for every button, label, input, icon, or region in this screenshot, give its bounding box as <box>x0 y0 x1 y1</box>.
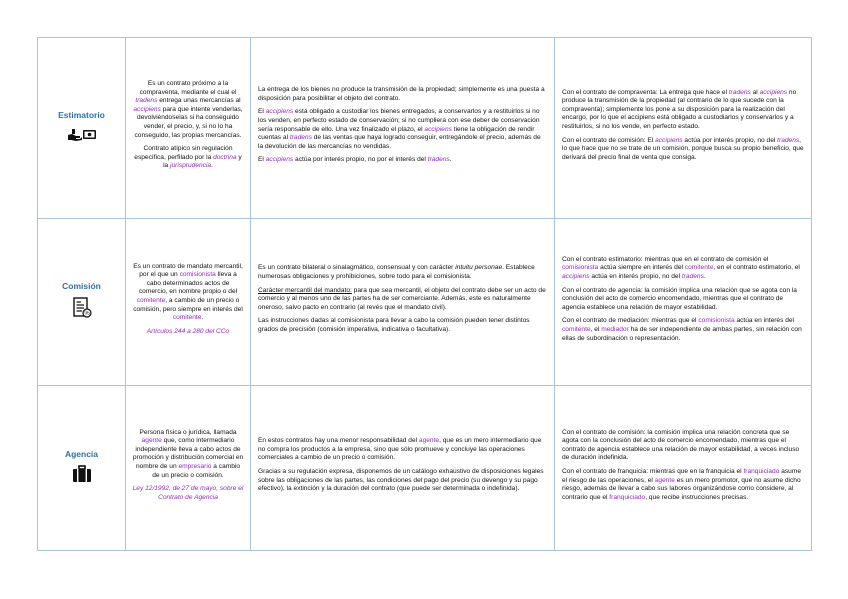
text-run: . <box>211 162 213 170</box>
description-cell <box>251 386 555 551</box>
text-run: Con el contrato de franquicia: mientras que en la franquicia el <box>562 468 744 475</box>
text-run: Con el contrato de compraventa: La entrega que hace el <box>562 88 729 96</box>
emphasized-term: accipiens <box>265 156 294 164</box>
emphasized-term: tradens <box>777 136 800 144</box>
text-run: es un mero promotor, que no asume dicho riesgo, además de llevar a cabo sus labores organizándose como considere, al contrario que el <box>562 476 801 501</box>
text-run: . <box>201 314 204 322</box>
emphasized-term: accipiens <box>265 108 294 116</box>
description-paragraph <box>258 156 547 165</box>
table-row-agencia <box>38 386 812 551</box>
emphasized-term: comitente <box>684 264 714 272</box>
category-cell <box>38 38 126 219</box>
emphasized-term: accipiens <box>133 105 161 113</box>
emphasized-term: accipiens <box>424 125 452 133</box>
comparison-cell <box>555 219 812 386</box>
definition-paragraph <box>132 328 244 337</box>
text-run: , que es un mero intermediario que no compra los productos a la empresa, sino que sólo promueve y concluye las operaciones comerciales a cambio de un precio o comisión. <box>258 437 542 462</box>
emphasized-term: agente <box>654 476 675 484</box>
text-run: Persona física o jurídica, llamada <box>139 428 237 436</box>
emphasized-term: agente <box>418 437 440 445</box>
text-run: Con el contrato de comisión: El <box>562 136 656 144</box>
comparison-paragraph <box>562 256 804 282</box>
description-cell <box>251 219 555 386</box>
definition-cell <box>126 38 251 219</box>
text-run: para que sea mercantil, el objeto del contrato debe ser un acto de comercio y al menos uno de las partes ha de ser comerciante. Además, este es naturalmente oneroso, salvo pacto en contrario (al revés que el mandato civil). <box>258 286 546 311</box>
hand-money-icon <box>67 126 97 147</box>
definition-cell <box>126 219 251 386</box>
text-run: La entrega de los bienes no produce la transmisión de la propiedad; simplemente es una puesta a disposición para posibilitar el objeto del contrato. <box>258 86 545 102</box>
text-run: que, como intermediario independiente lleva a cabo actos de promoción y distribución comercial en nombre de un <box>132 437 244 470</box>
comparison-paragraph <box>562 317 804 343</box>
definition-paragraph <box>132 145 244 171</box>
category-cell <box>38 386 126 551</box>
category-title: Comisión <box>62 280 101 291</box>
comparison-paragraph <box>562 468 804 502</box>
definition-paragraph <box>132 263 244 323</box>
text-run: actúa por interés propio, no del <box>682 136 778 144</box>
text-run: El <box>258 156 266 164</box>
emphasized-term: comitente <box>172 314 202 322</box>
emphasized-term: agente <box>141 437 162 445</box>
text-run: y la <box>163 153 242 170</box>
emphasized-term: tradens <box>681 273 704 281</box>
briefcase-icon <box>72 465 92 488</box>
emphasized-term: comitente <box>136 297 166 304</box>
text-run: actúa en interés propio, no del <box>589 273 682 281</box>
text-run: Es un contrato bilateral o sinalagmático, consensual y con carácter <box>258 264 456 272</box>
text-run: de las ventas que haya logrado conseguir, entregándole el precio, además de la devolución de las mercancías no vendidas. <box>258 134 541 150</box>
text-run: . <box>449 156 452 164</box>
description-paragraph <box>258 108 547 151</box>
text-run: El <box>258 108 266 116</box>
text-run: está obligado a custodiar los bienes entregados, a conservarlos y a restituirlos si no los venden, en perfecto estado de conservación; si no cumpliera con ese deber de conservación sería responsable de ello. Una vez finalizado el plazo, el <box>258 108 540 133</box>
comparison-cell <box>555 386 812 551</box>
text-run: no produce la transmisión de la propiedad (al contrario de lo que sucede con la compraventa); simplemente los pone a su disposición para la realización del encargo, por lo que el accipiens está obligado a custodiarlos y conservarlos y a restituirlos, si no los vende, en perfecto estado. <box>562 88 797 130</box>
text-run: al <box>750 88 760 96</box>
emphasized-term: mediador <box>601 325 629 333</box>
comparison-cell <box>555 38 812 219</box>
text-run: entrega unas mercancías al <box>157 97 241 105</box>
definition-paragraph <box>132 80 244 140</box>
emphasized-term: tradens <box>289 134 312 142</box>
contracts-table <box>37 37 812 551</box>
comparison-paragraph <box>562 429 804 463</box>
text-run: Con el contrato de mediación: mientras que el <box>562 317 699 325</box>
text-run: Las instrucciones dadas al comisionista para llevar a cabo la comisión pueden tener distintos grados de precisión (comisión imperativa, indicativa o facultativa). <box>258 317 530 333</box>
emphasized-term: jurisprudencia <box>170 162 212 170</box>
text-run: Contrato atípico sin regulación específica, perfilado por la <box>134 145 233 161</box>
text-run: tiene la obligación de rendir cuentas al <box>258 125 535 142</box>
text-run: Es un contrato de mandato mercantil, por el que un <box>133 262 243 279</box>
table-row-estimatorio <box>38 38 812 219</box>
text-run: actúa por interés propio, no por el interés del <box>293 156 428 164</box>
emphasized-term: doctrina <box>213 153 237 161</box>
text-run: a cambio de un precio o comisión. <box>152 463 241 479</box>
table-row-comision <box>38 219 812 386</box>
definition-paragraph <box>132 429 244 481</box>
text-run: Con el contrato estimatorio: mientras que en el contrato de comisión el <box>562 255 769 263</box>
text-run: , que recibe instrucciones precisas. <box>645 493 749 501</box>
emphasized-term: empresario <box>178 463 212 470</box>
comparison-paragraph <box>562 89 804 132</box>
text-run: . <box>703 273 706 281</box>
category-title: Agencia <box>64 448 99 459</box>
comparison-paragraph <box>562 137 804 163</box>
text-run: En estos contratos hay una menor responsabilidad del <box>258 437 419 445</box>
emphasized-term: comisionista <box>179 271 216 279</box>
text-run: , en el contrato estimatorio, el <box>713 264 800 272</box>
description-paragraph <box>258 287 547 313</box>
text-run: para que intente venderlas, devolviéndoselas si ha conseguido vender, el precio, y, si no lo ha conseguido, las propias mercancías. <box>134 105 243 139</box>
emphasized-term: tradens <box>427 156 450 164</box>
category-title: Estimatorio <box>58 109 105 120</box>
invoice-document-icon <box>72 297 92 324</box>
text-run: actúa siempre en interés del <box>598 264 685 272</box>
text-run: asume el riesgo de las operaciones, el <box>562 468 801 484</box>
text-run: actúa en interés del <box>734 317 795 325</box>
description-paragraph <box>258 468 547 494</box>
text-run: Con el contrato de agencia: la comisión implica una relación que se agota con la conclusión del acto de comercio encomendado, mientras que el contrato de agencia establece una relación de mayor estabilidad. <box>562 286 797 311</box>
text-run: , lo que hace que no se trate de un comisión, porque busca su propio beneficio, que derivará del precio final de venta que consiga. <box>562 136 804 161</box>
text-run: Es un contrato próximo a la compraventa, mediante el cual el <box>139 80 237 96</box>
emphasized-term: accipiens <box>562 273 590 281</box>
description-paragraph <box>258 437 547 463</box>
emphasized-term: accipiens <box>655 136 683 144</box>
emphasized-term: tradens <box>135 97 158 105</box>
emphasized-term: franquiciado <box>743 468 780 475</box>
description-cell <box>251 38 555 219</box>
text-run: , a cambio de un precio o comisión, pero siempre en interés del <box>133 297 243 313</box>
emphasized-term: Carácter mercantil del mandato: <box>258 286 352 294</box>
svg-text:%: % <box>83 310 90 317</box>
emphasized-term: tradens <box>728 88 751 96</box>
emphasized-term: accipiens <box>759 88 788 96</box>
text-run: lleva a cabo determinados actos de comercio, en nombre propio o del <box>138 271 238 296</box>
emphasized-term: franquiciado <box>609 493 646 501</box>
text-run: Gracias a su regulación expresa, disponemos de un catálogo exhaustivo de disposiciones legales sobre las obligaciones de las partes, las condiciones del pago del precio (su devengo y su pago efectivo), la extinción y la duración del contrato (que puede ser determinada o indefinida). <box>258 468 544 493</box>
description-paragraph <box>258 264 547 281</box>
definition-cell <box>126 386 251 551</box>
definition-paragraph <box>132 485 244 502</box>
emphasized-term: Ley 12/1992, de 27 de mayo, sobre el Contrato de Agencia <box>132 485 244 501</box>
emphasized-term: comisionista <box>562 264 599 272</box>
emphasized-term: intuitu personae <box>455 264 503 272</box>
emphasized-term: comisionista <box>698 317 735 325</box>
text-run: Con el contrato de comisión: la comisión implica una relación concreta que se agota con la conclusión del acto de comercio encomendado, mientras que el contrato de agencia establece una relación de mayor estabilidad, a veces incluso de duración indefinida. <box>562 428 800 462</box>
emphasized-term: Artículos 244 a 280 del CCo <box>146 327 230 335</box>
text-run: , el <box>590 325 602 333</box>
comparison-paragraph <box>562 287 804 313</box>
category-cell <box>38 219 126 386</box>
emphasized-term: comitente <box>562 325 591 333</box>
description-paragraph <box>258 86 547 103</box>
text-run: . Establece numerosas obligaciones y prohibiciones, sobre todo para el comisionista. <box>258 264 535 281</box>
text-run: ha de ser independiente de ambas partes, sin relación con ellas de subordinación o representación. <box>562 325 802 342</box>
description-paragraph <box>258 317 547 334</box>
